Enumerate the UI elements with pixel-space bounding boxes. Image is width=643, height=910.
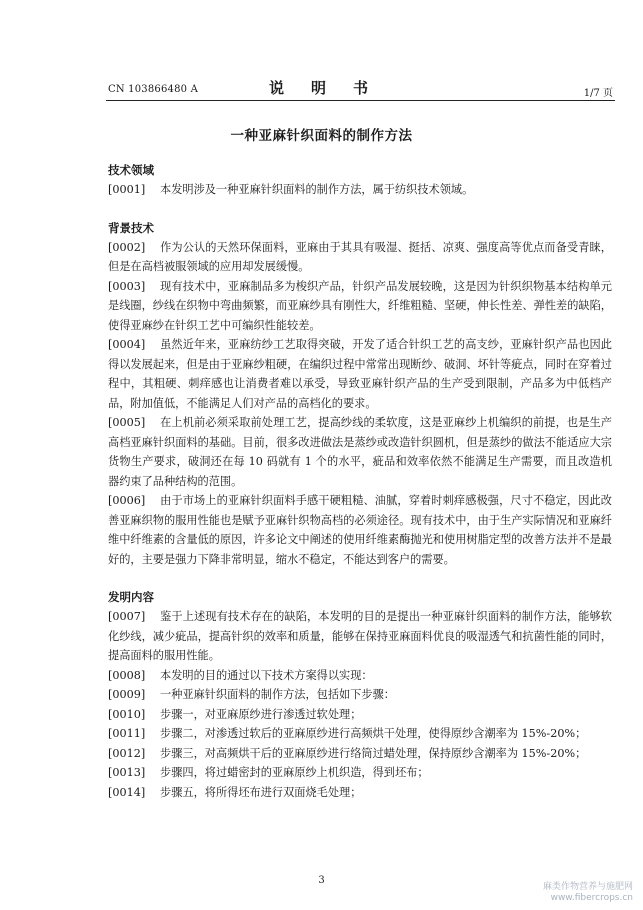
paragraph-text: 现有技术中，亚麻制品多为梭织产品，针织产品发展较晚，这是因为针织织物基本结构单元是线圈，纱线在织物中弯曲频繁，而亚麻纱具有刚性大，纤维粗糙、坚硬，伸长性差、弹性差的缺陷，使得亚麻纱在针织工艺中可编织性能较差。 <box>108 279 612 332</box>
paragraph <box>108 277 612 336</box>
paragraph-number: [0011] <box>108 727 146 740</box>
paragraph-number: [0007] <box>108 610 146 623</box>
paragraph <box>108 685 612 705</box>
paragraph <box>108 783 612 803</box>
paragraph-text: 由于市场上的亚麻针织面料手感干硬粗糙、油腻，穿着时刺痒感极强，尺寸不稳定，因此改善亚麻织物的服用性能也是赋予亚麻针织物高档的必须途径。现有技术中，由于生产实际情况和亚麻纤维中纤维素的含量低的原因，许多论文中阐述的使用纤维素酶抛光和使用树脂定型的改善方法并不是最好的，主要是强力下降非常明显，缩水不稳定，不能达到客户的需要。 <box>108 494 612 566</box>
paragraph-number: [0014] <box>108 785 146 799</box>
paragraph-text: 虽然近年来，亚麻纺纱工艺取得突破，开发了适合针织工艺的高支纱，亚麻针织产品也因此得以发展起来，但是由于亚麻纱粗硬，在编织过程中常常出现断纱、破洞、坏针等疵点，同时在穿着过程中，其粗硬、刺痒感也让消费者难以承受，导致亚麻针织产品的生产受到限制，产品多为中低档产品，附加值低，不能满足人们对产品的高档化的要求。 <box>108 338 612 410</box>
paragraph <box>108 744 612 764</box>
paragraph-number: [0001] <box>108 183 146 196</box>
header-rule <box>106 100 615 101</box>
section-heading: 发明内容 <box>108 590 154 604</box>
page-indicator: 1/7 页 <box>583 88 613 99</box>
paragraph-text: 本发明涉及一种亚麻针织面料的制作方法，属于纺织技术领域。 <box>160 183 474 196</box>
paragraph <box>108 705 612 725</box>
paragraph-number: [0008] <box>108 668 146 682</box>
paragraph <box>108 238 612 277</box>
document-title: 一种亚麻针织面料的制作方法 <box>230 128 413 144</box>
page-number: 3 <box>318 875 325 886</box>
paragraph-text: 步骤二，对渗透过软后的亚麻原纱进行高频烘干处理，使得原纱含潮率为 15%-20%； <box>160 727 587 740</box>
paragraph-number: [0013] <box>108 766 146 779</box>
paragraph-text: 本发明的目的通过以下技术方案得以实现： <box>160 668 373 682</box>
paragraph-text: 步骤三，对高频烘干后的亚麻原纱进行络筒过蜡处理，保持原纱含潮率为 15%-20%； <box>160 746 587 760</box>
paragraph <box>108 763 612 783</box>
paragraph-number: [0004] <box>108 338 146 351</box>
paragraph-number: [0003] <box>108 279 146 293</box>
paragraph-text: 步骤五，将所得坯布进行双面烧毛处理； <box>160 785 362 799</box>
paragraph <box>108 413 612 491</box>
paragraph-text: 步骤四，将过蜡密封的亚麻原纱上机织造，得到坯布； <box>160 766 429 779</box>
paragraph-text: 在上机前必须采取前处理工艺，提高纱线的柔软度，这是亚麻纱上机编织的前提，也是生产高档亚麻针织面料的基础。目前，很多改进做法是蒸纱或改造针织圆机，但是蒸纱的做法不能适应大宗货物生产要求，破洞还在每 10 码就有 1 个的水平，疵品和效率依然不能满足生产需要，而且改造机器约束了品种结构的范围。 <box>108 416 612 488</box>
paragraph-number: [0002] <box>108 240 146 254</box>
paragraph-text: 作为公认的天然环保面料，亚麻由于其具有吸湿、挺括、凉爽、强度高等优点而备受青睐，但是在高档被服领域的应用却发展缓慢。 <box>108 240 612 273</box>
paragraph-number: [0006] <box>108 494 146 507</box>
paragraph <box>108 491 612 569</box>
document-body <box>108 160 612 802</box>
section-heading: 技术领域 <box>108 163 154 177</box>
paragraph <box>108 607 612 666</box>
paragraph <box>108 335 612 413</box>
paragraph <box>108 180 612 200</box>
paragraph-number: [0010] <box>108 707 146 721</box>
paragraph-number: [0012] <box>108 746 146 760</box>
watermark-line-1: 麻类作物营养与施肥网 <box>542 882 633 892</box>
paragraph <box>108 724 612 744</box>
section-gap <box>108 200 612 218</box>
publication-number: CN 103866480 A <box>108 84 199 95</box>
paragraph-number: [0005] <box>108 416 146 429</box>
watermark-line-2: www.fibercrops.cn <box>550 893 633 903</box>
paragraph-number: [0009] <box>108 688 146 701</box>
paragraph-text: 一种亚麻针织面料的制作方法，包括如下步骤： <box>160 688 395 701</box>
section-heading: 背景技术 <box>108 220 154 235</box>
paragraph <box>108 666 612 686</box>
paragraph-text: 步骤一，对亚麻原纱进行渗透过软处理； <box>160 707 362 721</box>
paragraph-text: 鉴于上述现有技术存在的缺陷，本发明的目的是提出一种亚麻针织面料的制作方法，能够软化纱线，减少疵品，提高针织的效率和质量，能够在保持亚麻面料优良的吸湿透气和抗菌性能的同时，提高面料的服用性能。 <box>108 610 612 662</box>
document-type: 说 明 书 <box>268 79 374 97</box>
section-gap <box>108 569 612 587</box>
site-watermark <box>543 882 633 904</box>
